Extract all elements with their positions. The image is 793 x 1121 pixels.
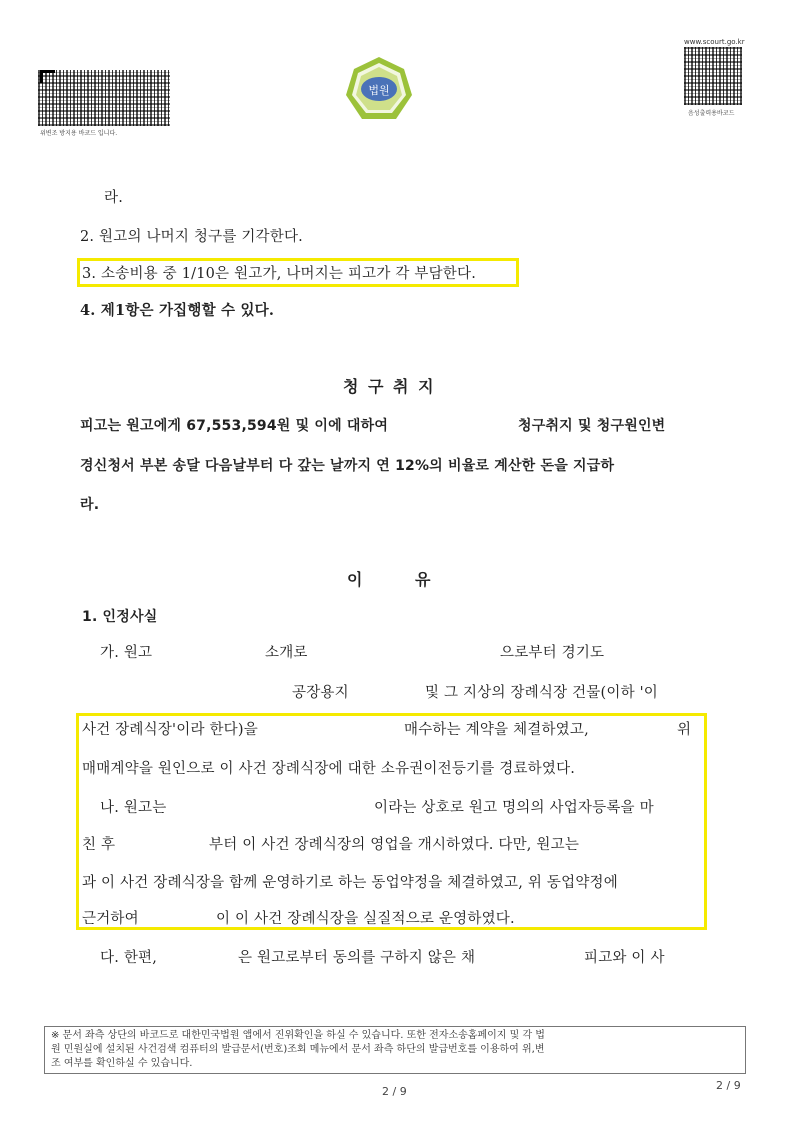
voice-output-barcode bbox=[684, 47, 742, 105]
notice-line-1: ※ 문서 좌측 상단의 바코드로 대한민국법원 앱에서 진위확인을 하실 수 있습니다. 또한 전자소송홈페이지 및 각 법 bbox=[51, 1030, 545, 1041]
barcode-corner-mark bbox=[40, 70, 55, 83]
left-barcode-caption: 위변조 방지용 바코드 입니다. bbox=[40, 130, 118, 137]
para-6a: 친 후 bbox=[82, 837, 116, 853]
court-emblem bbox=[344, 55, 414, 125]
para-8b: 이 이 사건 장례식장을 실질적으로 운영하였다. bbox=[216, 911, 515, 927]
para-1b: 소개로 bbox=[265, 645, 308, 661]
notice-line-2: 원 민원실에 설치된 사건검색 컴퓨터의 발급문서(번호)조회 메뉴에서 문서 좌측 하단의 발급번호를 이용하여 위,변 bbox=[51, 1044, 545, 1055]
para-9c: 피고와 이 사 bbox=[584, 950, 665, 966]
claim-line-1b: 청구취지 및 청구원인변 bbox=[518, 418, 666, 434]
para-1c: 으로부터 경기도 bbox=[500, 645, 605, 661]
highlight-box-facts bbox=[76, 713, 707, 930]
judgment-line-2: 2. 원고의 나머지 청구를 기각한다. bbox=[80, 229, 303, 245]
reason-title-1: 이 bbox=[347, 570, 363, 589]
para-5a: 나. 원고는 bbox=[100, 800, 167, 816]
para-3c: 위 bbox=[677, 722, 692, 738]
para-9b: 은 원고로부터 동의를 구하지 않은 채 bbox=[238, 950, 476, 966]
page-number-center: 2 / 9 bbox=[382, 1085, 407, 1098]
judgment-line-4: 4. 제1항은 가집행할 수 있다. bbox=[80, 302, 275, 319]
right-barcode-caption: 음성출력용바코드 bbox=[688, 110, 735, 117]
para-8a: 근거하여 bbox=[82, 911, 139, 927]
authenticity-barcode bbox=[38, 70, 170, 126]
judgment-line-1: 라. bbox=[104, 190, 124, 206]
claim-line-2: 경신청서 부본 송달 다음날부터 다 갚는 날까지 연 12%의 비율로 계산한 돈을 지급하 bbox=[80, 458, 615, 474]
para-9a: 다. 한편, bbox=[100, 950, 158, 966]
page-number-right: 2 / 9 bbox=[716, 1079, 741, 1092]
svg-text:법원: 법원 bbox=[368, 84, 390, 97]
claim-line-1a: 피고는 원고에게 67,553,594원 및 이에 대하여 bbox=[80, 418, 389, 434]
para-2b: 및 그 지상의 장례식장 건물(이하 '이 bbox=[425, 685, 658, 701]
judgment-line-3: 3. 소송비용 중 1/10은 원고가, 나머지는 피고가 각 부담한다. bbox=[82, 266, 477, 282]
notice-line-3: 조 여부를 확인하실 수 있습니다. bbox=[51, 1058, 193, 1069]
claim-line-3: 라. bbox=[80, 497, 100, 513]
authenticity-notice bbox=[44, 1026, 746, 1074]
para-5b: 이라는 상호로 원고 명의의 사업자등록을 마 bbox=[374, 800, 654, 816]
section-heading-facts: 1. 인정사실 bbox=[82, 609, 158, 625]
court-emblem-icon bbox=[344, 55, 414, 125]
para-4: 매매계약을 원인으로 이 사건 장례식장에 대한 소유권이전등기를 경료하였다. bbox=[82, 761, 576, 777]
para-3a: 사건 장례식장'이라 한다)을 bbox=[82, 722, 258, 738]
para-3b: 매수하는 계약을 체결하였고, bbox=[404, 722, 589, 738]
para-6b: 부터 이 사건 장례식장의 영업을 개시하였다. 다만, 원고는 bbox=[209, 837, 580, 853]
claim-title: 청 구 취 지 bbox=[343, 377, 436, 396]
reason-title-2: 유 bbox=[415, 570, 431, 589]
para-2a: 공장용지 bbox=[292, 685, 349, 701]
para-1a: 가. 원고 bbox=[100, 645, 153, 661]
right-site-url: www.scourt.go.kr bbox=[684, 38, 745, 46]
para-7: 과 이 사건 장례식장을 함께 운영하기로 하는 동업약정을 체결하였고, 위 동업약정에 bbox=[82, 875, 618, 891]
